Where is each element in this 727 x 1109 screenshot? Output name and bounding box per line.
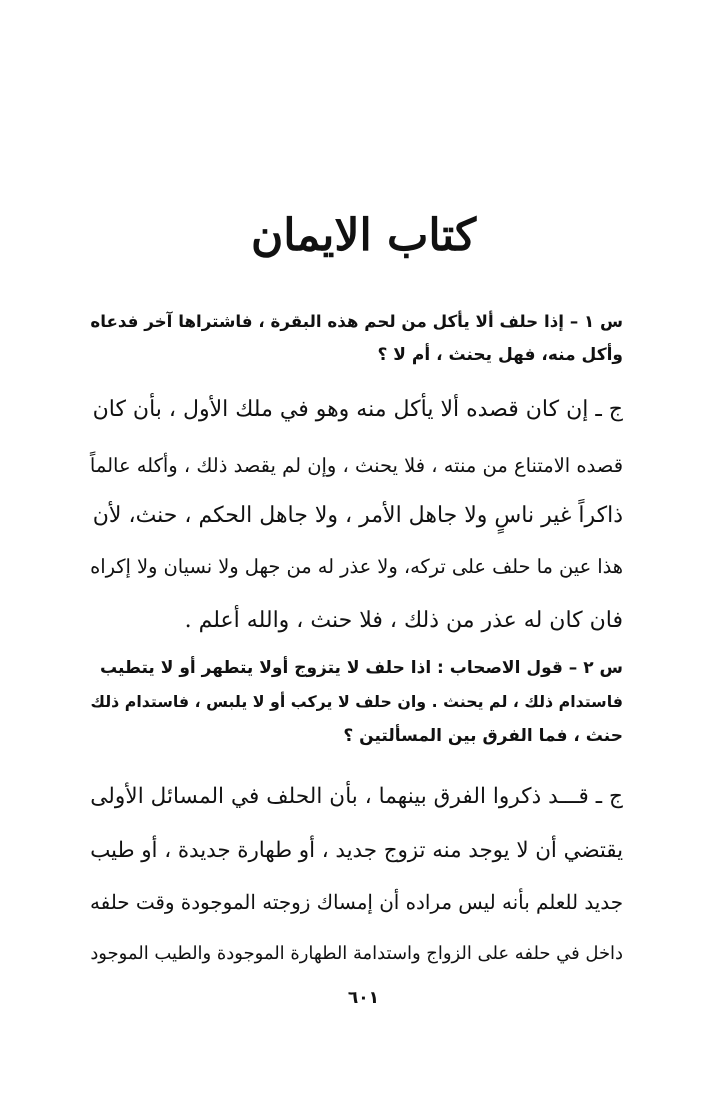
answer-1-line-1: ج ـ إن كان قصده ألا يأكل منه وهو في ملك الأول ، بأن كان — [92, 397, 623, 422]
answer-1-line-5: فان كان له عذر من ذلك ، فلا حنث ، والله أعلم . — [184, 608, 623, 633]
answer-2-line-4: داخل في حلفه على الزواج واستدامة الطهارة الموجودة والطيب الموجود — [90, 943, 623, 964]
question-2-line-1: س ٢ – قول الاصحاب : اذا حلف لا يتزوج أولا يتطهر أو لا يتطيب — [100, 658, 623, 678]
question-1-line-1: س ١ – إذا حلف ألا يأكل من لحم هذه البقرة ، فاشتراها آخر فدعاه — [90, 312, 623, 331]
chapter-title: كتاب الايمان — [250, 210, 477, 261]
question-2-line-2: فاستدام ذلك ، لم يحنث . وان حلف لا يركب أو لا يلبس ، فاستدام ذلك — [90, 692, 623, 711]
question-1-line-2: وأكل منه، فهل يحنث ، أم لا ؟ — [377, 345, 623, 365]
answer-2-line-1: ج ـ قـــد ذكروا الفرق بينهما ، بأن الحلف في المسائل الأولى — [90, 784, 623, 809]
answer-2-line-2: يقتضي أن لا يوجد منه تزوج جديد ، أو طهارة جديدة ، أو طيب — [90, 838, 623, 863]
answer-2-line-3: جديد للعلم بأنه ليس مراده أن إمساك زوجته الموجودة وقت حلفه — [90, 891, 623, 914]
answer-1-line-2: قصده الامتناع من منته ، فلا يحنث ، وإن لم يقصد ذلك ، وأكله عالماً — [89, 454, 623, 477]
answer-1-line-4: هذا عين ما حلف على تركه، ولا عذر له من جهل ولا نسيان ولا إكراه — [90, 555, 623, 578]
question-2-line-3: حنث ، فما الفرق بين المسألتين ؟ — [343, 726, 623, 746]
answer-1-line-3: ذاكراً غير ناسٍ ولا جاهل الأمر ، ولا جاهل الحكم ، حنث، لأن — [92, 503, 623, 528]
page-number: ٦٠١ — [347, 988, 380, 1008]
